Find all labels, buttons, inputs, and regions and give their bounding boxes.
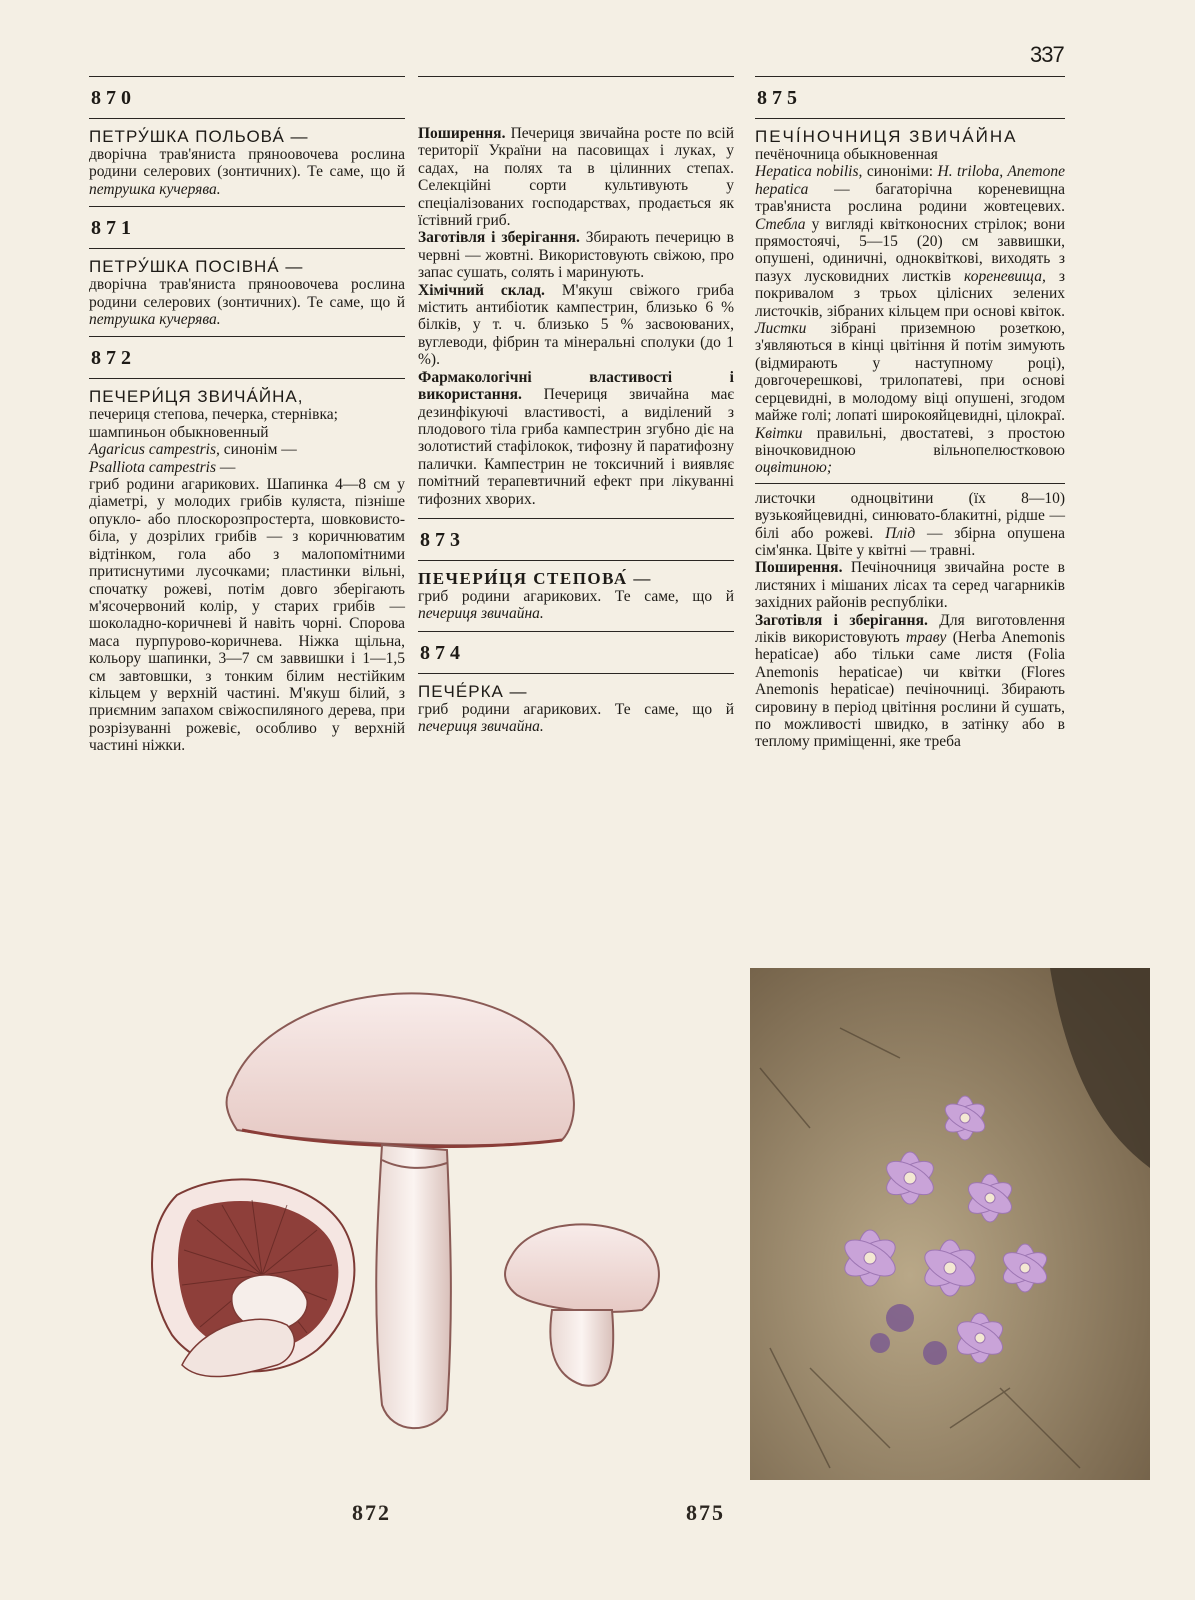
entry-number-873: 873 xyxy=(420,528,465,551)
page-number: 337 xyxy=(1030,42,1064,67)
entry-chemistry-872: Хімічний склад. М'якуш свіжого гриба містить антибіотик кампестрин, близько 6 % білків, у т. ч. близько 5 % засвоюваних, вуглеводи, фібрин та мінеральні сполуки (до 1 %). xyxy=(418,281,734,369)
entry-synonyms-872: печериця степова, печерка, стернівка; xyxy=(89,406,338,424)
divider xyxy=(755,483,1065,484)
figure-label-875: 875 xyxy=(686,1500,725,1525)
entry-description-cont-875: листочки одноцвітини (їх 8—10) вузькояйцевидні, синювато-блакитні, рідше — білі або рожеві. Плід — збірна опушена сім'янка. Цвіте у квітні — травні. xyxy=(755,489,1066,559)
entry-title-871: ПЕТРУ́ШКА ПОСІВНА́ — xyxy=(89,257,304,277)
entry-title-874: ПЕЧЕ́РКА — xyxy=(418,681,528,701)
entry-text-874: гриб родини агарикових. Те саме, що й печериця звичайна. xyxy=(418,700,734,736)
entry-spread-875: Поширення. Печіночниця звичайна росте в листяних і мішаних лісах та серед чагарників західних районів республіки. xyxy=(755,559,1065,612)
entry-russian-name-875: печёночница обыкновенная xyxy=(755,146,938,163)
entry-text-871: дворічна трав'яниста пряноовочева рослина родини селерових (зонтичних). Те саме, що й петрушка кучерява. xyxy=(89,276,405,329)
entry-title-873: ПЕЧЕРИ́ЦЯ СТЕПОВА́ — xyxy=(418,568,652,588)
entry-pharmacology-872: Фармакологічні властивості і використання. Печериця звичайна має дезинфікуючі властивості, а виділений з плодового тіла гриба кампестрин згубно діє на золотистий стафілокок, тифозну й паратифозну палички. Кампестрин не токсичний і виявляє помітний терапевтичний ефект при лікуванні тифозних хворих. xyxy=(418,368,734,508)
divider xyxy=(89,76,405,77)
entry-text-873: гриб родини агарикових. Те саме, що й печериця звичайна. xyxy=(418,587,734,623)
entry-number-870: 870 xyxy=(91,87,136,109)
entry-russian-name-872: шампиньон обыкновенный xyxy=(89,423,269,441)
entry-number-874: 874 xyxy=(420,641,465,664)
entry-title-870: ПЕТРУ́ШКА ПОЛЬОВА́ — xyxy=(89,127,309,146)
divider xyxy=(89,206,405,207)
column-left xyxy=(89,76,405,755)
mushroom-illustration xyxy=(82,965,722,1525)
hepatica-photo xyxy=(750,968,1150,1480)
entry-number-872: 872 xyxy=(91,347,136,370)
divider xyxy=(418,518,734,519)
entry-title-872: ПЕЧЕРИ́ЦЯ ЗВИЧА́ЙНА, xyxy=(89,387,304,407)
entry-harvest-875: Заготівля і зберігання. Для виготовлення ліків використовують траву (Herba Anemonis hepaticae) або тільки саме листя (Folia Anemonis hepaticae) чи квітки (Flores Anemonis hepaticae) печіночниці. Збирають сировину в період цвітіння рослини й сушать, по можливості швидко, в затінку або в теплому приміщенні, яке треба xyxy=(755,611,1065,751)
divider xyxy=(418,631,734,632)
entry-description-872: гриб родини агарикових. Шапинка 4—8 см у діаметрі, у молодих грибів куляста, пізніше опукло- або плоскорозпростерта, шовковисто-біла, у дозрілих грибів — з коричнюватим відтінком, гола або з малопомітними притиснутими лусочками; пластинки вільні, спочатку рожеві, потім довго зберігають м'ясочервоний колір, у старих грибів — шоколадно-коричневі й навіть чорні. Спорова маса пурпурово-коричнева. Ніжка щільна, кольору шапинки, 3—7 см заввишки і 1—1,5 см завтовшки, з тонким білим нестійким кільцем у верхній частині. М'якуш білий, з приємним запахом свіжоспиляного дерева, при розрізуванні рожевіє, особливо у верхній частині ніжки. xyxy=(89,476,405,755)
entry-title-875: ПЕЧІ́НОЧНИЦЯ ЗВИЧА́ЙНА xyxy=(755,127,1018,146)
entry-spread-872: Поширення. Печериця звичайна росте по всій території України на пасовищах і луках, у садах, на полях та в цілинних степах. Селекційні сорти культивують у спеціалізованих господарствах, продається як їстівний гриб. xyxy=(418,125,734,230)
entry-text-870: дворічна трав'яниста пряноовочева рослина родини селерових (зонтичних). Те саме, що й петрушка кучерява. xyxy=(89,146,405,198)
column-right xyxy=(755,76,1065,751)
entry-harvest-872: Заготівля і зберігання. Збирають печерицю в червні — жовтні. Використовують свіжою, про запас сушать, солять і маринують. xyxy=(418,229,734,282)
divider xyxy=(89,336,405,337)
entry-number-871: 871 xyxy=(91,217,136,240)
entry-latin-872: Agaricus campestris, синонім — Psalliota campestris — xyxy=(89,441,297,476)
figure-label-872: 872 xyxy=(352,1500,391,1525)
entry-description-875: Hepatica nobilis, синоніми: H. triloba, Anemone hepatica — багаторічна кореневищна трав'яниста рослина родини жовтецевих. Стебла у вигляді квітконосних стрілок; вони прямостоячі, 5—15 (20) см заввишки, опушені, одиничні, одноквіткові, виходять з пазух лусковидних листків кореневища, з покривалом з трьох цілісних зелених листочків, зібраних кільцем при основі квіток. Листки зібрані приземною розеткою, з'являються в кінці цвітіння й потім зимують (відмирають у наступному році), довгочерешкові, трилопатеві, при основі серцевидні, в молодому віці опушені, згодом майже голі; лопаті широкояйцевидні, цілокраї. Квітки правильні, двостатеві, з простою віночковидною вільнопелюстковою оцвітиною; xyxy=(755,163,1065,477)
entry-number-875: 875 xyxy=(757,87,802,109)
column-middle xyxy=(418,76,734,736)
divider xyxy=(755,76,1065,77)
